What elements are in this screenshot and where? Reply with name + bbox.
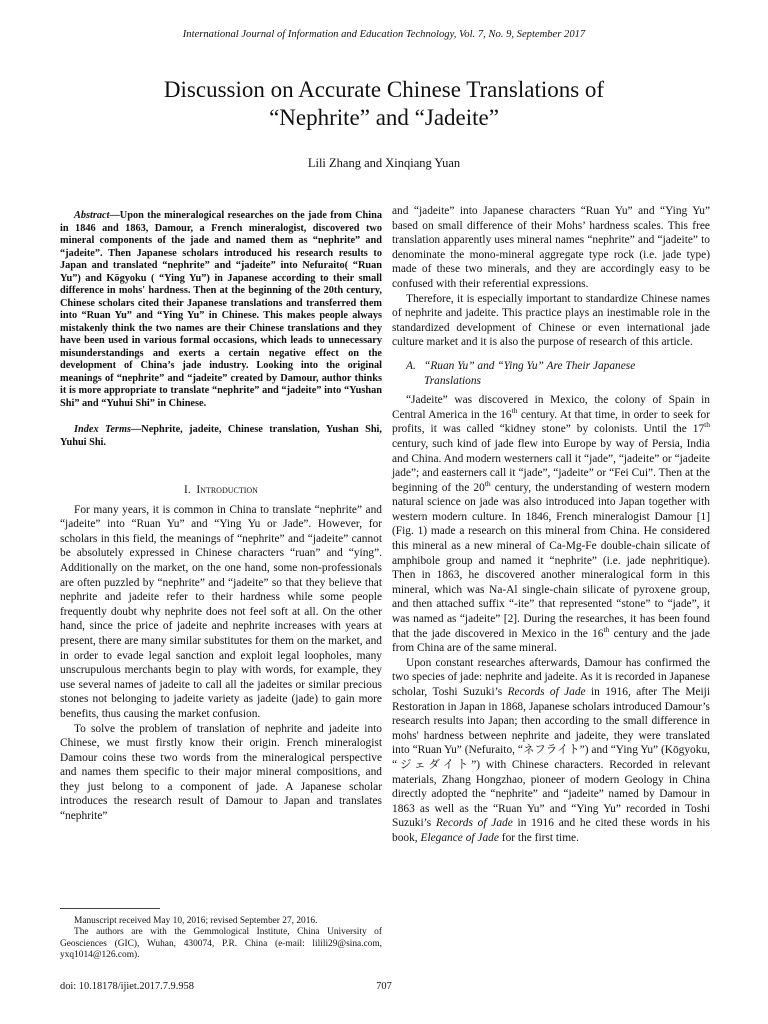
index-terms <box>60 424 382 449</box>
section-a-paragraph-1 <box>392 393 710 656</box>
intro-paragraph-3: and “jadeite” into Japanese characters “Ruan Yu” and “Ying Yu” based on small difference of their Mohs’ hardness scales. This free translation apparently uses mineral names “nephrite” and “jadeite” to denominate the mono-mineral aggregate type rock (i.e. jade type) made of these two minerals, and they are accordingly easy to be confused with their referential expressions. <box>392 205 710 290</box>
text-run: century, the understanding of western modern natural science on jade was also introduced into Japan together with western modern culture. In 1846, French mineralogist Damour [1] (Fig. 1) made a research on this mineral from China. He considered this mineral as a new mineral of Ca-Mg-Fe double-chain silicate of amphibole group and named it “nephrite” (i.e. jade nephritique). Then in 1863, he discovered another mineralogical form in this mineral, which was Na-Al single-chain silicate of pyroxene group, and then attached suffix “-ite” that represented “stone” to “jade”, it was named as “jadeite” [2]. During the researches, it has been found that the jade discovered in Mexico in the 16 <box>392 481 710 640</box>
footnote-affiliation: The authors are with the Gemmological Institute, China University of Geosciences (GIC), Wuhan, 430074, P.R. China (e-mail: lilili29@sina.com, yxq1014@126.com). <box>60 927 382 960</box>
text-run: in 1916, after The Meiji Restoration in Japan in 1868, Japanese scholars introduced Damour’s research results into Japan; then according to the small difference in mohs' hardness between nephrite and jadeite, they were translated into “Ruan Yu” (Nefuraito, “ネフライト”) and “Ying Yu” (Kōgyoku, “ジェダイト”) with Chinese characters. Recorded in relevant materials, Zhang Hongzhao, pioneer of modern Geology in China directly adopted the “nephrite” and “jadeite” named by Damour in 1863 as well as the “Ruan Yu” and “Ying Yu” recorded in Toshi Suzuki’s <box>392 686 710 830</box>
page-number: 707 <box>376 981 392 992</box>
title-line-2: “Nephrite” and “Jadeite” <box>269 105 499 130</box>
book-title: Elegance of Jade <box>420 831 499 844</box>
doi-text: doi: 10.18178/ijiet.2017.7.9.958 <box>60 981 194 992</box>
intro-paragraph-2: To solve the problem of translation of nephrite and jadeite into Chinese, we must firstly know their origin. French mineralogist Damour coins these two words from the mineralogical perspective and names them specific to their major mineral compositions, and they just belong to a component of jade. A Japanese scholar introduces the research result of Damour to Japan and translates “nephrite” <box>60 722 382 823</box>
text-run: century, such kind of jade flew into Europe by way of Persia, India and China. And modern westerners call it “jade”, “jadeite” or “jadeite jade”; and easterners call it “jade”, “jadeite” or “Fei Cui”. Then at the beginning of the 20 <box>392 437 710 494</box>
abstract <box>60 210 382 410</box>
footnote-divider <box>60 908 160 909</box>
right-column <box>392 204 710 846</box>
intro-paragraph-1: For many years, it is common in China to translate “nephrite” and “jadeite” into “Ruan Yu” and “Ying Yu or Jade”. However, for scholars in this field, the meanings of “nephrite” and “jadeite” cannot be absolutely expressed in Chinese characters “ruan” and “ying”. Additionally on the market, on the one hand, some non-professionals are often puzzled by “nephrite” and “jadeite” so that they believe that nephrite and jadeite refer to their hardness while some people frequently doubt why nephrite does not feel soft at all. On the other hand, since the price of jadeite and nephrite increases with years at present, there are many similar substitutes for them on the market, and in order to evade legal sanction and exploit legal loopholes, many unscrupulous merchants begin to play with words, for example, they use several names of jadeite to call all the jadeites or similar precious stones not belonging to jadeite variety as jadeite (jade) to gain more benefits, thus causing the market confusion. <box>60 503 382 720</box>
subsection-title-line-2: Translations <box>424 374 481 387</box>
section-title: Introduction <box>196 484 258 496</box>
section-number: I. <box>184 484 191 496</box>
journal-header: International Journal of Information and Education Technology, Vol. 7, No. 9, September 2017 <box>182 29 586 40</box>
section-a-paragraph-2 <box>392 656 710 846</box>
text-run: century. At that time, in order to seek for profits, it was called “kidney stone” by colonists. Until the 17 <box>392 408 710 436</box>
footnote-manuscript: Manuscript received May 10, 2016; revised September 27, 2016. <box>74 916 318 926</box>
text-run: for the first time. <box>498 831 579 844</box>
title-line-1: Discussion on Accurate Chinese Translations of <box>163 77 605 102</box>
section-heading-introduction <box>60 483 382 498</box>
text-run: in 1916 and he cited these words in his book, <box>392 817 710 844</box>
book-title: Records of Jade <box>436 817 513 830</box>
subsection-title-line-1: “Ruan Yu” and “Ying Yu” Are Their Japanese <box>424 359 636 372</box>
footnotes <box>60 916 382 961</box>
index-terms-label: Index Terms <box>74 424 131 435</box>
left-column <box>60 210 382 824</box>
paper-title <box>60 76 708 132</box>
text-run: Upon constant researches afterwards, Damour has confirmed the two species of jade: nephrite and jadeite. As it is recorded in Japanese scholar, Toshi Suzuki’s <box>392 656 710 698</box>
subsection-heading-a <box>392 359 710 388</box>
author-list: Lili Zhang and Xinqiang Yuan <box>307 156 461 170</box>
superscript: th <box>704 420 710 430</box>
text-run: century and the jade from China are of the same mineral. <box>392 627 710 655</box>
subsection-label: A. <box>406 359 416 372</box>
superscript: th <box>484 478 491 488</box>
book-title: Records of Jade <box>507 686 586 698</box>
superscript: th <box>603 624 610 634</box>
text-run: “Jadeite” was discovered in Mexico, the colony of Spain in Central America in the 16 <box>392 394 710 421</box>
abstract-text: —Upon the mineralogical researches on the jade from China in 1846 and 1863, Damour, a French mineralogist, discovered two mineral components of the jade and named them as “nephrite” and “jadeite”. Then Japanese scholars introduced his research results to Japan and translated “nephrite” and “jadeite” into Nefuraito( “Ruan Yu”) and Kōgyoku ( “Ying Yu”) in Japanese according to their small difference in mohs' hardness. Then at the beginning of the 20th century, Chinese scholars cited their Japanese translations and transferred them into “Ruan Yu” and “Ying Yu” in Chinese. This makes people always mistakenly think the two names are their Chinese translations and they have been used in various formal occasions, which leads to unnecessary misunderstandings and exerts a certain negative effect on the development of China’s jade industry. Looking into the original meanings of “nephrite” and “jadeite” created by Damour, author thinks it is more appropriate to translate “nephrite” and “jadeite” into “Yushan Shi” and “Yuhui Shi” in Chinese. <box>60 210 382 409</box>
abstract-label: Abstract <box>74 210 110 221</box>
intro-paragraph-4: Therefore, it is especially important to standardize Chinese names of nephrite and jadeite. This practice plays an inestimable role in the standardized development of Chinese or even international jade culture market and it is also the purpose of research of this article. <box>392 292 710 349</box>
index-terms-text: —Nephrite, jadeite, Chinese translation, Yushan Shi, Yuhui Shi. <box>60 424 382 448</box>
superscript: th <box>511 405 518 415</box>
